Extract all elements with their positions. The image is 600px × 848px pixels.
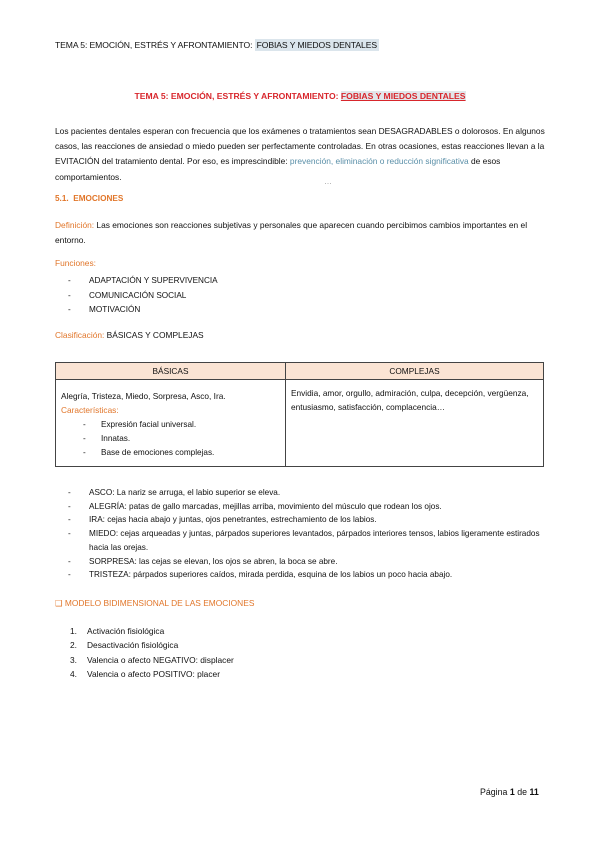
item-text: Valencia o afecto NEGATIVO: displacer	[87, 654, 234, 665]
item-text: Valencia o afecto POSITIVO: placer	[87, 669, 220, 680]
section-heading	[55, 194, 123, 203]
item-text: Activación fisiológica	[87, 626, 165, 636]
emotions-table	[55, 362, 544, 467]
item-number: 4.	[70, 669, 77, 680]
complejas-cell	[286, 380, 544, 467]
definition-label: Definición:	[55, 220, 95, 230]
characteristics-label: Características:	[61, 405, 119, 415]
title-prefix: TEMA 5: EMOCIÓN, ESTRÉS Y AFRONTAMIENTO:	[134, 91, 341, 101]
intro-highlight: prevención, eliminación o reducción significativa	[289, 156, 469, 167]
model-title: MODELO BIDIMENSIONAL DE LAS EMOCIONES	[64, 598, 255, 608]
classification-line	[55, 330, 204, 340]
basicas-cell	[56, 380, 286, 467]
intro-paragraph	[55, 124, 545, 185]
list-item: - ASCO: La nariz se arruga, el labio superior se eleva.	[55, 486, 550, 500]
list-item: - MOTIVACIÓN	[55, 303, 218, 318]
complejas-text: Envidia, amor, orgullo, admiración, culpa, decepción, vergüenza, entusiasmo, satisfacción, complacencia…	[291, 388, 529, 412]
list-item	[70, 624, 234, 638]
list-item: - ADAPTACIÓN Y SUPERVIVENCIA	[55, 274, 218, 289]
page-current: 1	[509, 787, 515, 797]
page-sep: de	[514, 787, 530, 797]
model-heading	[55, 598, 254, 608]
page-title	[0, 91, 600, 101]
basicas-text: Alegría, Tristeza, Miedo, Sorpresa, Asco, Ira.	[61, 391, 226, 401]
checkbox-bullet-icon: ❑	[55, 598, 63, 608]
list-item: - MIEDO: cejas arqueadas y juntas, párpados superiores levantados, párpados interiores tensos, labios ligeramente estirados hacia las orejas.	[55, 527, 550, 554]
page-label: Página	[480, 787, 510, 797]
section-number: 5.1.	[55, 194, 69, 203]
definition-text: Las emociones son reacciones subjetivas y personales que aparecen cuando percibimos cambios importantes en el entorno.	[55, 220, 528, 245]
list-item	[70, 667, 234, 681]
header-prefix: TEMA 5: EMOCIÓN, ESTRÉS Y AFRONTAMIENTO:	[55, 40, 255, 50]
functions-label: Funciones:	[55, 258, 96, 268]
list-item: - Innatas.	[61, 432, 280, 446]
list-item: - Expresión facial universal.	[61, 418, 280, 432]
list-item: - TRISTEZA: párpados superiores caídos, mirada perdida, esquina de los labios un poco hacia abajo.	[55, 568, 550, 582]
table-header-basicas: BÁSICAS	[56, 363, 286, 380]
list-item: - ALEGRÍA: patas de gallo marcadas, mejillas arriba, movimiento del músculo que rodean los ojos.	[55, 500, 550, 514]
intro-suffix: de esos comportamientos.	[55, 156, 501, 182]
definition-paragraph	[55, 218, 545, 247]
classification-text: BÁSICAS Y COMPLEJAS	[104, 330, 204, 340]
item-text: Desactivación fisiológica	[87, 640, 179, 651]
functions-list	[55, 274, 218, 318]
list-item	[70, 638, 234, 652]
classification-label: Clasificación:	[55, 330, 105, 340]
item-number: 1.	[70, 626, 77, 636]
list-item	[70, 653, 234, 667]
emotions-list	[55, 486, 550, 582]
list-item: - IRA: cejas hacia abajo y juntas, ojos penetrantes, estrechamiento de los labios.	[55, 513, 550, 527]
intro-text: Los pacientes dentales esperan con frecuencia que los exámenes o tratamientos sean DESAGRADABLES o dolorosos. En algunos casos, las reacciones de ansiedad o miedo pueden ser perfectamente controladas. En otras ocasiones, estas reacciones llevan a la EVITACIÓN del tratamiento dental. Por eso, es imprescindible:	[55, 126, 545, 167]
list-item: - SORPRESA: las cejas se elevan, los ojos se abren, la boca se abre.	[55, 555, 550, 569]
page-header	[55, 40, 379, 50]
header-highlight: FOBIAS Y MIEDOS DENTALES	[256, 40, 377, 50]
table-header-complejas: COMPLEJAS	[286, 363, 544, 380]
page-number	[480, 787, 539, 797]
item-number: 2.	[70, 640, 77, 651]
item-number: 3.	[70, 654, 77, 665]
characteristics-list	[61, 418, 280, 461]
section-title: EMOCIONES	[73, 194, 124, 203]
model-list	[70, 624, 234, 682]
page-total: 11	[529, 787, 539, 797]
list-item: - Base de emociones complejas.	[61, 446, 280, 460]
title-highlight: FOBIAS Y MIEDOS DENTALES	[340, 91, 466, 101]
ellipsis-marker: …	[324, 177, 332, 186]
list-item: - COMUNICACIÓN SOCIAL	[55, 289, 218, 304]
